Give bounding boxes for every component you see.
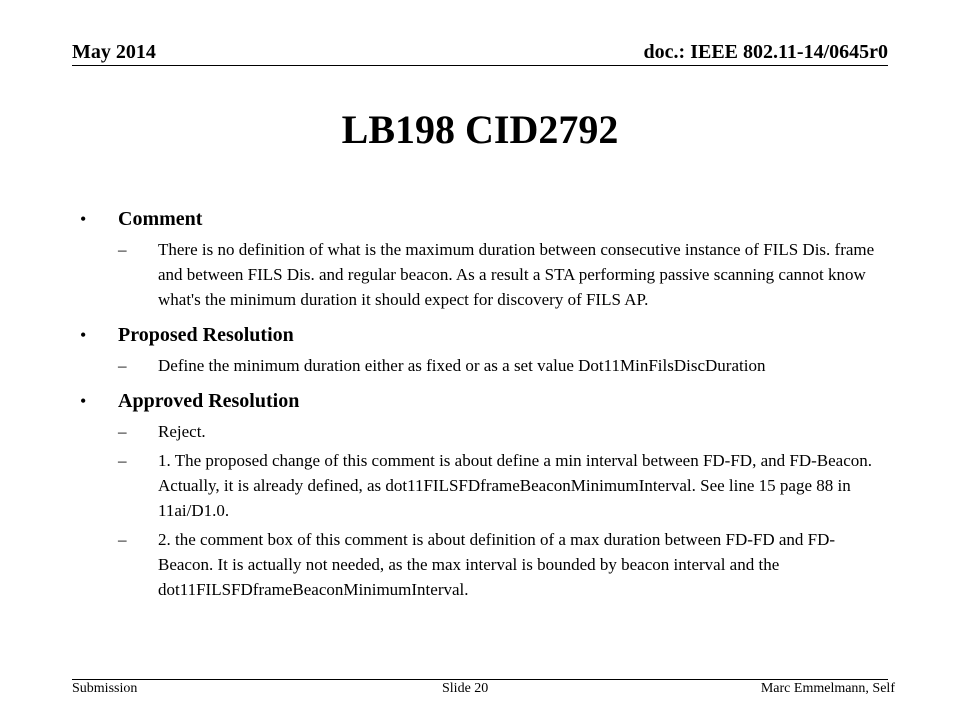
dash-icon: – <box>118 422 127 441</box>
section-heading: Proposed Resolution <box>118 324 294 346</box>
list-item <box>118 419 890 444</box>
list-item <box>118 448 890 523</box>
list-item <box>118 527 890 602</box>
list-item-text: 1. The proposed change of this comment is about define a min interval between FD-FD, and FD-Beacon. Actually, it is already defined, as dot11FILSFDframeBeaconMinimumInterval. See line 15 page 88 in 11ai/D1.0. <box>158 451 872 520</box>
dash-icon: – <box>118 530 127 549</box>
bullet-icon: • <box>80 325 87 345</box>
header-doc-id: doc.: IEEE 802.11-14/0645r0 <box>643 41 888 63</box>
list-item <box>118 353 890 378</box>
dash-icon: – <box>118 451 127 470</box>
footer-submission: Submission <box>72 681 138 696</box>
header-date: May 2014 <box>72 41 156 63</box>
dash-icon: – <box>118 240 127 259</box>
list-item <box>118 237 890 312</box>
section-comment <box>80 204 890 312</box>
section-approved-resolution <box>80 386 890 602</box>
list-item-text: Define the minimum duration either as fixed or as a set value Dot11MinFilsDiscDuration <box>158 356 766 375</box>
section-heading: Approved Resolution <box>118 390 300 412</box>
bullet-icon: • <box>80 209 87 229</box>
section-heading: Comment <box>118 208 203 230</box>
slide-title: LB198 CID2792 <box>341 107 619 152</box>
list-item-text: There is no definition of what is the maximum duration between consecutive instance of FILS Dis. frame and between FILS Dis. and regular beacon. As a result a STA performing passive scanning cannot know what's the minimum duration it should expect for discovery of FILS AP. <box>158 240 875 309</box>
dash-icon: – <box>118 356 127 375</box>
section-proposed-resolution <box>80 320 890 378</box>
footer-author: Marc Emmelmann, Self <box>760 681 895 696</box>
bullet-icon: • <box>80 391 87 411</box>
header-divider <box>72 65 888 66</box>
list-item-text: Reject. <box>158 422 206 441</box>
slide-body <box>80 204 890 610</box>
footer-slide-number: Slide 20 <box>442 681 489 696</box>
list-item-text: 2. the comment box of this comment is about definition of a max duration between FD-FD and FD-Beacon. It is actually not needed, as the max interval is bounded by beacon interval and the dot11FILSFDframeBeaconMinimumInterval. <box>158 530 836 599</box>
